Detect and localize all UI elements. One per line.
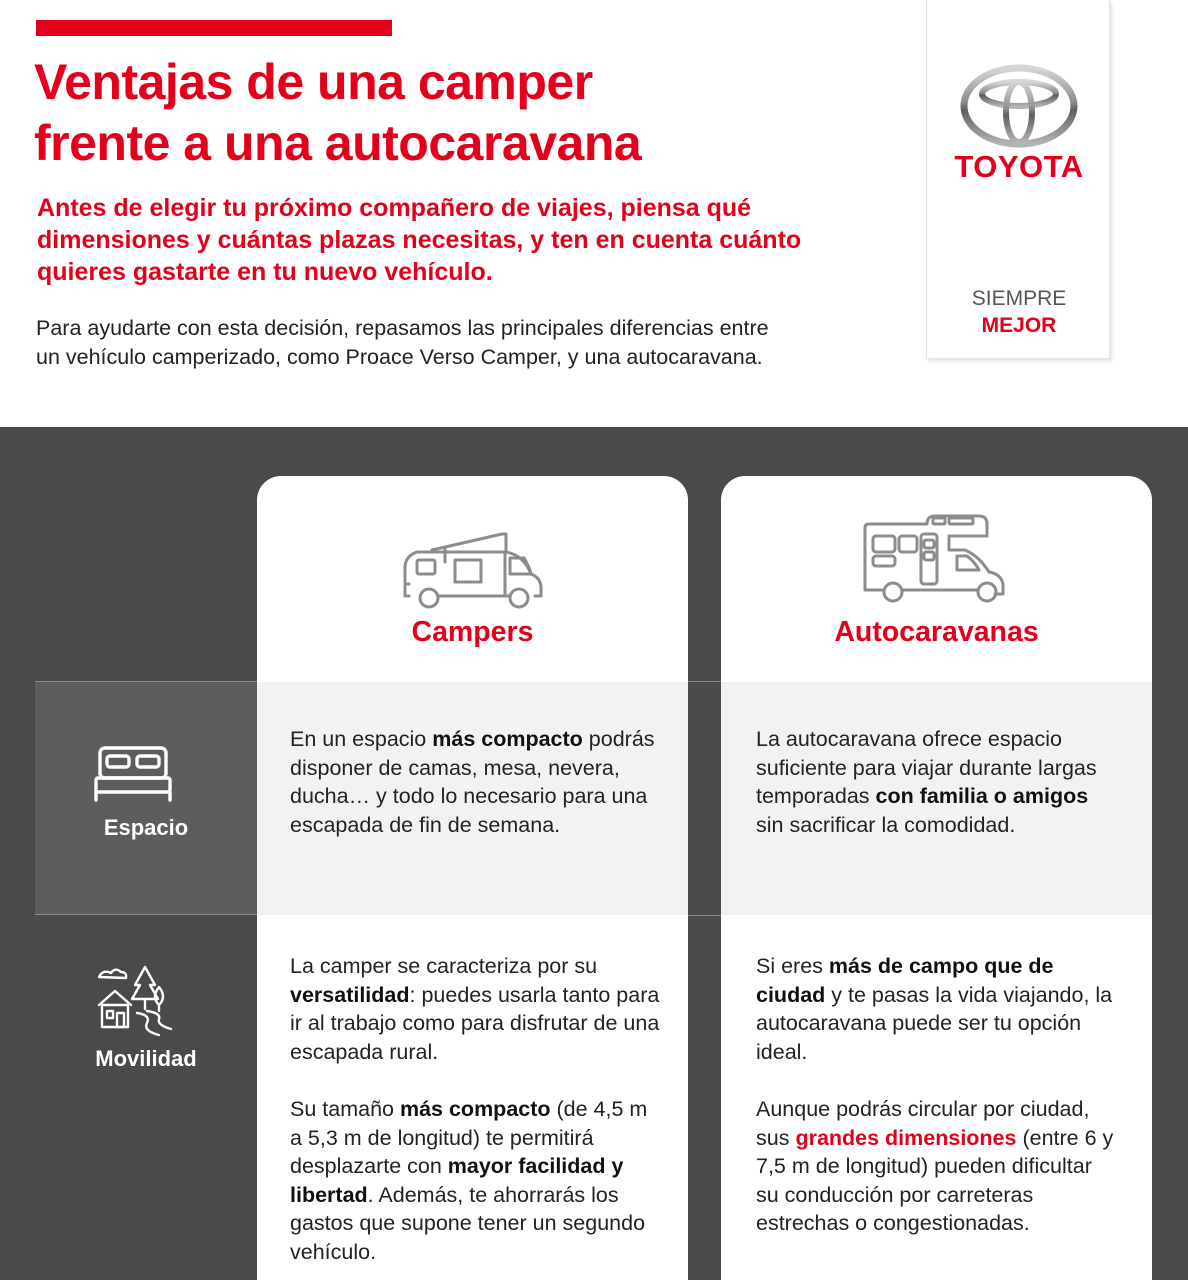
page-subtitle — [37, 192, 897, 288]
row-divider — [688, 681, 721, 682]
cell-campers-movilidad: La camper se caracteriza por su versatilidad: puedes usarla tanto para ir al trabajo como para disfrutar de una escapada rural. Su tamaño más compacto (de 4,5 m a 5,3 m de longitud) te permitirá desplazarte con mayor facilidad y libertad. Además, te ahorrarás los gastos que supone tener un segundo vehículo. — [290, 954, 660, 1264]
motorhome-icon — [721, 510, 1152, 610]
cell-autocaravanas-movilidad: Si eres más de campo que de ciudad y te pasas la vida viajando, la autocaravana puede ser tu opción ideal. Aunque podrás circular por ciudad, sus grandes dimensiones (entre 6 y 7,5 m de longitud) pueden dificultar su conducción por carreteras estrechas o congestionadas. — [756, 954, 1114, 1236]
row-divider — [688, 915, 721, 916]
row-label-movilidad — [35, 915, 257, 1280]
toyota-emblem-icon — [960, 64, 1078, 148]
column-title: Autocaravanas — [834, 616, 1039, 648]
column-title: Campers — [411, 616, 534, 648]
countryside-road-icon — [93, 965, 173, 1037]
autocaravanas-column — [721, 476, 1152, 1280]
page-title — [34, 52, 874, 174]
intro-line-2: un vehículo camperizado, como Proace Verso Camper, y una autocaravana. — [36, 345, 763, 369]
row-label-espacio — [35, 681, 257, 915]
title-line-1: Ventajas de una camper — [34, 54, 593, 110]
subtitle-line-1: Antes de elegir tu próximo compañero de viajes, piensa qué — [37, 194, 752, 222]
row-label-text: Espacio — [103, 815, 189, 840]
row-label-text: Movilidad — [95, 1046, 197, 1071]
bed-icon — [93, 744, 173, 802]
slogan-line-1: SIEMPRE — [971, 287, 1067, 310]
intro-paragraph — [36, 314, 896, 372]
subtitle-line-2: dimensiones y cuántas plazas necesitas, y ten en cuenta cuánto — [37, 226, 802, 254]
camper-van-icon — [257, 510, 688, 610]
cell-autocaravanas-espacio: La autocaravana ofrece espacio suficiente para viajar durante largas temporadas con familia o amigos sin sacrificar la comodidad. — [756, 727, 1097, 837]
toyota-logo-panel — [926, 0, 1110, 359]
slogan-line-2: MEJOR — [981, 314, 1057, 337]
title-line-2: frente a una autocaravana — [34, 115, 642, 171]
toyota-wordmark: TOYOTA — [954, 149, 1084, 184]
cell-campers-espacio: En un espacio más compacto podrás disponer de camas, mesa, nevera, ducha… y todo lo necesario para una escapada de fin de semana. — [290, 727, 655, 837]
subtitle-line-3: quieres gastarte en tu nuevo vehículo. — [37, 258, 493, 286]
header-accent-bar — [36, 20, 392, 36]
intro-line-1: Para ayudarte con esta decisión, repasamos las principales diferencias entre — [36, 316, 769, 340]
campers-column — [257, 476, 688, 1280]
